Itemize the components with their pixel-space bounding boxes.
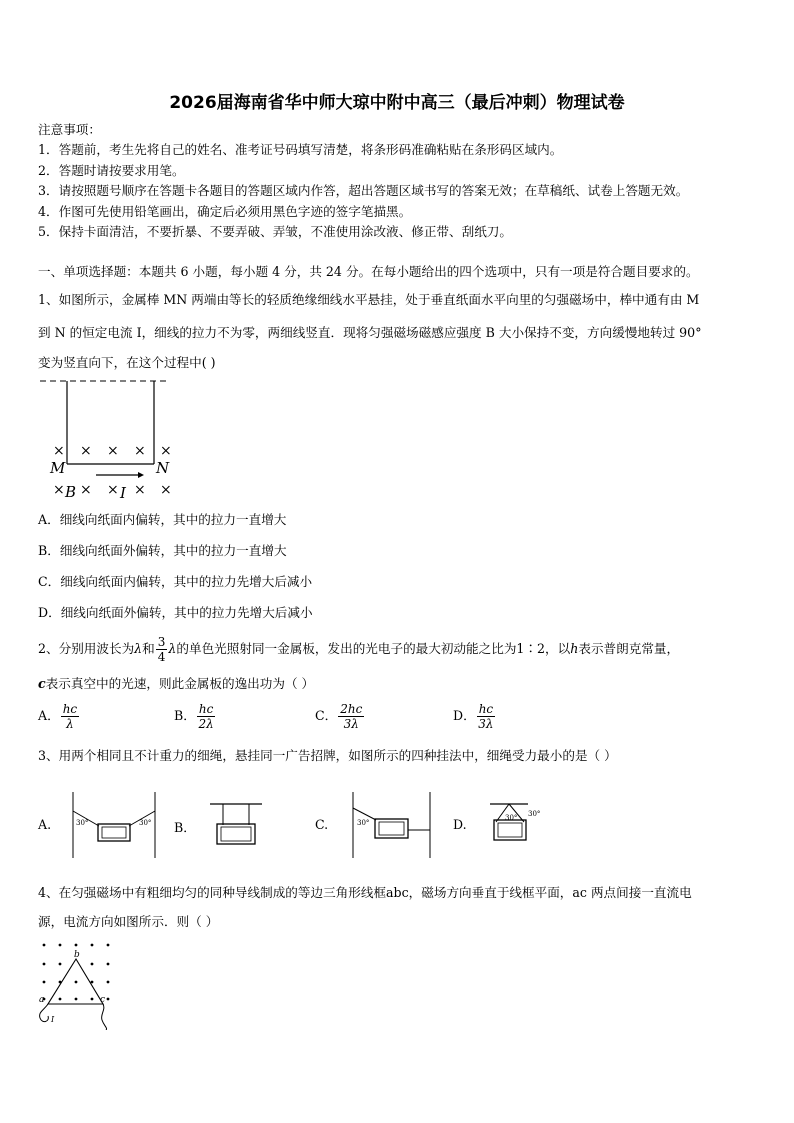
q1-option-a[interactable]: A．细线向纸面内偏转，其中的拉力一直增大 <box>38 512 287 527</box>
option-fraction <box>61 702 79 731</box>
q2-c: c <box>38 676 46 691</box>
field-cross-mark: × <box>80 443 92 459</box>
field-cross-mark: × <box>160 443 172 459</box>
q2-text: 表示真空中的光速，则此金属板的逸出功为（ ） <box>45 676 315 691</box>
q2-stem-line1 <box>38 632 679 666</box>
q1-option-c[interactable]: C．细线向纸面内偏转，其中的拉力先增大后减小 <box>38 574 313 589</box>
q1-option-b[interactable]: B．细线向纸面外偏转，其中的拉力一直增大 <box>38 543 287 558</box>
current-arrow-head <box>138 472 144 478</box>
fraction-numerator: 2hc <box>340 702 363 716</box>
field-cross-mark: × <box>107 482 119 498</box>
angle-label: 30° <box>505 814 518 822</box>
sign-board-inner <box>498 823 522 837</box>
fraction-numerator: hc <box>198 702 214 716</box>
field-cross-mark: × <box>134 443 146 459</box>
option-label: A． <box>38 708 60 723</box>
q1-stem-line2: 到 N 的恒定电流 I，细线的拉力不为零，两细线竖直．现将匀强磁场磁感应强度 B 大小保持不变，方向缓慢地转过 90° <box>38 325 702 340</box>
fraction-numerator: 3 <box>157 635 166 649</box>
q2-text: 和 <box>142 641 155 656</box>
option-fraction <box>338 702 364 731</box>
label-b: B <box>65 483 77 500</box>
fraction-denominator: 4 <box>157 650 166 664</box>
q2-fraction <box>156 635 168 664</box>
option-label: B． <box>174 708 196 723</box>
label-m: M <box>50 459 66 477</box>
q1-stem-line1: 1、如图所示，金属棒 MN 两端由等长的轻质绝缘细线水平悬挂，处于垂直纸面水平向里的匀强磁场中，棒中通有由 M <box>38 292 700 307</box>
fraction-denominator: 2λ <box>198 717 214 731</box>
label-i: I <box>120 484 126 500</box>
option-label: D． <box>453 708 476 723</box>
option-label: C． <box>315 708 338 723</box>
notes-item: 1．答题前，考生先将自己的姓名、准考证号码填写清楚，将条形码准确粘贴在条形码区域内。 <box>38 142 563 157</box>
angle-label: 30° <box>76 819 89 827</box>
field-cross-mark: × <box>160 482 172 498</box>
field-cross-mark: × <box>53 443 65 459</box>
notes-item: 5．保持卡面清洁，不要折暴、不要弄破、弄皱，不准使用涂改液、修正带、刮纸刀。 <box>38 224 512 239</box>
sign-board-inner <box>379 822 404 835</box>
field-cross-mark: × <box>80 482 92 498</box>
q2-option-d[interactable] <box>453 702 496 731</box>
q3-figure-b[interactable] <box>206 792 266 858</box>
q2-h: h <box>570 641 579 656</box>
q2-lambda: λ <box>134 641 143 656</box>
q2-option-b[interactable] <box>174 702 216 731</box>
current-label: I <box>51 1015 55 1024</box>
field-cross-mark: × <box>53 482 65 498</box>
notes-item: 4．作图可先使用铅笔画出，确定后必须用黑色字迹的签字笔描黑。 <box>38 204 412 219</box>
q1-stem-line3: 变为竖直向下，在这个过程中( ) <box>38 355 216 370</box>
q3-stem: 3、用两个相同且不计重力的细绳，悬挂同一广告招牌，如图所示的四种挂法中，细绳受力最小的是（ ） <box>38 748 617 763</box>
angle-label: 30° <box>528 810 541 818</box>
q4-figure <box>36 938 116 1030</box>
vertex-label-b: b <box>74 950 80 960</box>
q3-label-d[interactable]: D. <box>453 817 467 832</box>
lead-wire-right <box>102 1004 107 1030</box>
fraction-numerator: hc <box>62 702 78 716</box>
q3-figure-c[interactable] <box>350 792 434 858</box>
field-cross-mark: × <box>107 443 119 459</box>
option-fraction <box>477 702 495 731</box>
fraction-denominator: 3λ <box>343 717 359 731</box>
lead-wire-left <box>40 1004 49 1022</box>
angle-label: 30° <box>357 819 370 827</box>
q3-figure-a[interactable] <box>70 792 158 858</box>
q3-label-c[interactable]: C. <box>315 817 329 832</box>
q4-stem-line2: 源，电流方向如图所示．则（ ） <box>38 914 219 929</box>
angle-label: 30° <box>139 819 152 827</box>
option-fraction <box>197 702 215 731</box>
q2-option-c[interactable] <box>315 702 365 731</box>
q2-text: 的单色光照射同一金属板，发出的光电子的最大初动能之比为1∶2，以 <box>176 641 571 656</box>
q2-text: 2、分别用波长为 <box>38 641 135 656</box>
vertex-label-c: c <box>100 995 106 1005</box>
notes-heading: 注意事项： <box>38 122 101 137</box>
notes-item: 2．答题时请按要求用笔。 <box>38 163 185 178</box>
q3-figure-d[interactable] <box>488 800 548 850</box>
q4-stem-line1: 4、在匀强磁场中有粗细均匀的同种导线制成的等边三角形线框abc，磁场方向垂直于线框平面，ac 两点间接一直流电 <box>38 885 692 900</box>
notes-item: 3．请按照题号顺序在答题卡各题目的答题区域内作答，超出答题区域书写的答案无效；在草稿纸、试卷上答题无效。 <box>38 183 689 198</box>
vertex-label-a: a <box>39 995 45 1005</box>
q1-option-d[interactable]: D．细线向纸面外偏转，其中的拉力先增大后减小 <box>38 605 313 620</box>
section-heading: 一、单项选择题：本题共 6 小题，每小题 4 分，共 24 分。在每小题给出的四个选项中，只有一项是符合题目要求的。 <box>38 264 699 279</box>
fraction-numerator: hc <box>478 702 494 716</box>
field-cross-mark: × <box>134 482 146 498</box>
sign-board <box>98 824 130 841</box>
q3-label-a[interactable]: A. <box>38 817 52 832</box>
exam-title: 2026届海南省华中师大琼中附中高三（最后冲刺）物理试卷 <box>169 93 625 113</box>
q2-lambda: λ <box>168 641 177 656</box>
sign-board-inner <box>102 827 126 838</box>
q3-label-b[interactable]: B． <box>174 820 196 835</box>
q2-text: 表示普朗克常量， <box>578 641 680 656</box>
fraction-denominator: 3λ <box>478 717 494 731</box>
fraction-denominator: λ <box>66 717 74 731</box>
sign-board-inner <box>221 827 251 841</box>
q1-figure <box>38 374 183 500</box>
q2-option-a[interactable] <box>38 702 80 731</box>
label-n: N <box>156 459 170 477</box>
q2-stem-line2 <box>38 676 314 692</box>
